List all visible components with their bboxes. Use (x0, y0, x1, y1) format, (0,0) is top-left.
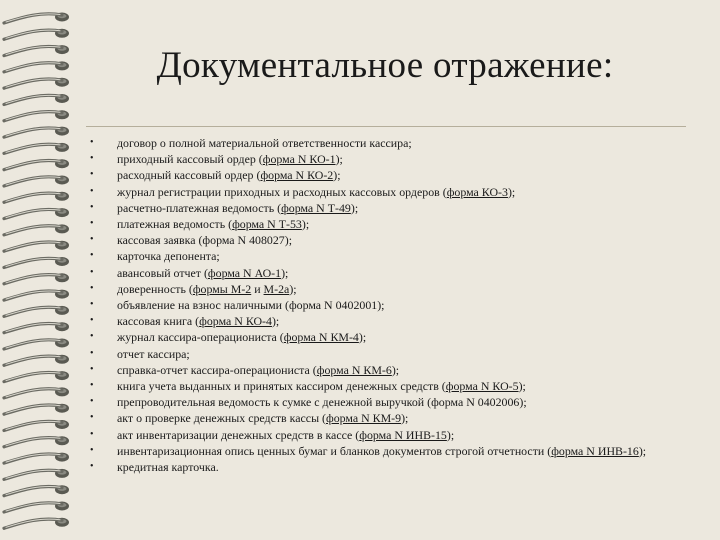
item-text: ); (446, 427, 455, 442)
item-text: ); (350, 200, 359, 215)
list-item (90, 135, 686, 151)
bullet-icon: • (90, 266, 94, 278)
form-reference-link[interactable]: формы М-2 (192, 281, 252, 296)
item-text: кредитная карточка. (117, 460, 219, 475)
item-text: доверенность ( (117, 281, 193, 296)
page-title: Документальное отражение: (156, 45, 614, 86)
form-reference-link[interactable]: М-2а (263, 281, 290, 296)
item-text: ); (507, 184, 516, 199)
list-item (90, 410, 686, 426)
bullet-icon: • (90, 299, 94, 311)
bullet-icon: • (90, 201, 94, 213)
binding-ring (4, 110, 69, 121)
list-item (90, 329, 686, 345)
binding-ring (4, 469, 69, 480)
binding-ring (4, 387, 69, 398)
bullet-icon: • (90, 185, 94, 197)
bullet-icon: • (90, 250, 94, 262)
list-item (90, 443, 686, 459)
bullet-icon: • (90, 347, 94, 359)
list-item (90, 459, 686, 475)
form-reference-link[interactable]: форма N КМ-4 (283, 330, 359, 345)
item-text: ); (638, 443, 647, 458)
binding-ring (4, 436, 69, 447)
spiral-binding-graphic (0, 0, 80, 540)
bullet-icon: • (90, 428, 94, 440)
bullet-icon: • (90, 315, 94, 327)
bullet-icon: • (90, 444, 94, 456)
item-text: ); (333, 168, 341, 183)
item-text: ); (289, 281, 297, 296)
item-text: ); (391, 362, 400, 377)
form-reference-link[interactable]: форма N КО-2 (260, 168, 334, 183)
item-text: ); (358, 330, 367, 345)
item-text: инвентаризационная опись ценных бумаг и бланков документов строгой отчетности ( (117, 443, 552, 458)
item-text: книга учета выданных и принятых кассиром денежных средств ( (117, 379, 446, 394)
binding-ring (4, 208, 69, 219)
item-text: ); (271, 314, 280, 329)
binding-ring (4, 143, 69, 154)
item-text: ); (401, 411, 409, 426)
item-text: журнал регистрации приходных и расходных кассовых ордеров ( (117, 184, 447, 199)
item-text: акт о проверке денежных средств кассы ( (117, 411, 326, 426)
bullet-icon: • (90, 169, 94, 181)
list-item (90, 297, 686, 313)
binding-ring (4, 192, 69, 203)
item-text: и (251, 281, 264, 296)
binding-ring (4, 273, 69, 284)
item-text: ); (281, 265, 289, 280)
item-text: приходный кассовый ордер ( (117, 152, 263, 167)
form-reference-link[interactable]: форма N Т-53 (232, 217, 302, 232)
binding-ring (4, 453, 69, 464)
bullet-icon: • (90, 137, 94, 148)
binding-ring (4, 290, 69, 301)
bullet-icon: • (90, 331, 94, 343)
binding-ring (4, 45, 69, 56)
binding-ring (4, 322, 69, 333)
bullet-icon: • (90, 396, 94, 408)
form-reference-link[interactable]: форма КО-3 (446, 184, 508, 199)
list-item (90, 378, 686, 394)
form-reference-link[interactable]: форма N КМ-6 (316, 362, 392, 377)
binding-ring (4, 241, 69, 252)
item-text: акт инвентаризации денежных средств в кассе ( (117, 427, 360, 442)
form-reference-link[interactable]: форма N АО-1 (207, 265, 282, 280)
item-text: справка-отчет кассира-операциониста ( (117, 362, 317, 377)
list-item (90, 394, 686, 410)
form-reference-link[interactable]: форма N КО-4 (199, 314, 272, 329)
item-text: расчетно-платежная ведомость ( (117, 200, 282, 215)
binding-ring (4, 371, 69, 382)
binding-ring (4, 29, 69, 40)
spiral-binding (0, 0, 80, 540)
item-text: отчет кассира; (117, 346, 190, 361)
item-text: журнал кассира-операциониста ( (117, 330, 284, 345)
form-reference-link[interactable]: форма N КО-5 (445, 379, 519, 394)
binding-ring (4, 257, 69, 268)
binding-ring (4, 355, 69, 366)
list-item (90, 313, 686, 329)
binding-ring (4, 61, 69, 72)
list-item (90, 232, 686, 248)
list-item (90, 151, 686, 167)
bullet-icon: • (90, 380, 94, 392)
list-item (90, 346, 686, 362)
binding-ring (4, 518, 69, 529)
binding-ring (4, 404, 69, 415)
item-text: препроводительная ведомость к сумке с денежной выручкой (форма N 0402006); (117, 395, 527, 410)
binding-ring (4, 94, 69, 105)
list-item (90, 265, 686, 281)
list-item (90, 362, 686, 378)
item-text: карточка депонента; (117, 249, 220, 264)
bullet-icon: • (90, 218, 94, 230)
item-text: ); (335, 152, 343, 167)
bullet-icon: • (90, 461, 94, 473)
list-item (90, 427, 686, 443)
item-text: объявление на взнос наличными (форма N 0402001); (117, 298, 385, 313)
binding-ring (4, 13, 69, 24)
binding-ring (4, 127, 69, 138)
binding-ring (4, 306, 69, 317)
item-text: кассовая книга ( (117, 314, 200, 329)
item-text: договор о полной материальной ответственности кассира; (117, 136, 412, 150)
binding-ring (4, 485, 69, 496)
item-text: ); (301, 217, 310, 232)
binding-ring (4, 78, 69, 89)
binding-ring (4, 159, 69, 170)
bullet-icon: • (90, 282, 94, 294)
item-text: расходный кассовый ордер ( (117, 168, 261, 183)
list-item (90, 281, 686, 297)
list-item (90, 184, 686, 200)
item-text: кассовая заявка (форма N 408027); (117, 233, 293, 248)
item-text: ); (518, 379, 526, 394)
form-reference-link[interactable]: форма N Т-49 (281, 200, 351, 215)
form-reference-link[interactable]: форма N ИНВ-15 (359, 427, 447, 442)
title-divider (86, 126, 686, 127)
binding-ring (4, 420, 69, 431)
binding-ring (4, 224, 69, 235)
form-reference-link[interactable]: форма N КО-1 (262, 152, 336, 167)
item-text: платежная ведомость ( (117, 217, 233, 232)
list-item (90, 216, 686, 232)
list-item (90, 167, 686, 183)
list-item (90, 200, 686, 216)
bullet-icon: • (90, 412, 94, 424)
bullet-icon: • (90, 153, 94, 165)
form-reference-link[interactable]: форма N ИНВ-16 (551, 443, 639, 458)
bullet-icon: • (90, 234, 94, 246)
document-list (90, 135, 686, 475)
bullet-icon: • (90, 363, 94, 375)
list-item (90, 248, 686, 264)
binding-ring (4, 339, 69, 350)
form-reference-link[interactable]: форма N КМ-9 (326, 411, 402, 426)
binding-ring (4, 176, 69, 187)
binding-ring (4, 502, 69, 513)
item-text: авансовый отчет ( (117, 265, 208, 280)
